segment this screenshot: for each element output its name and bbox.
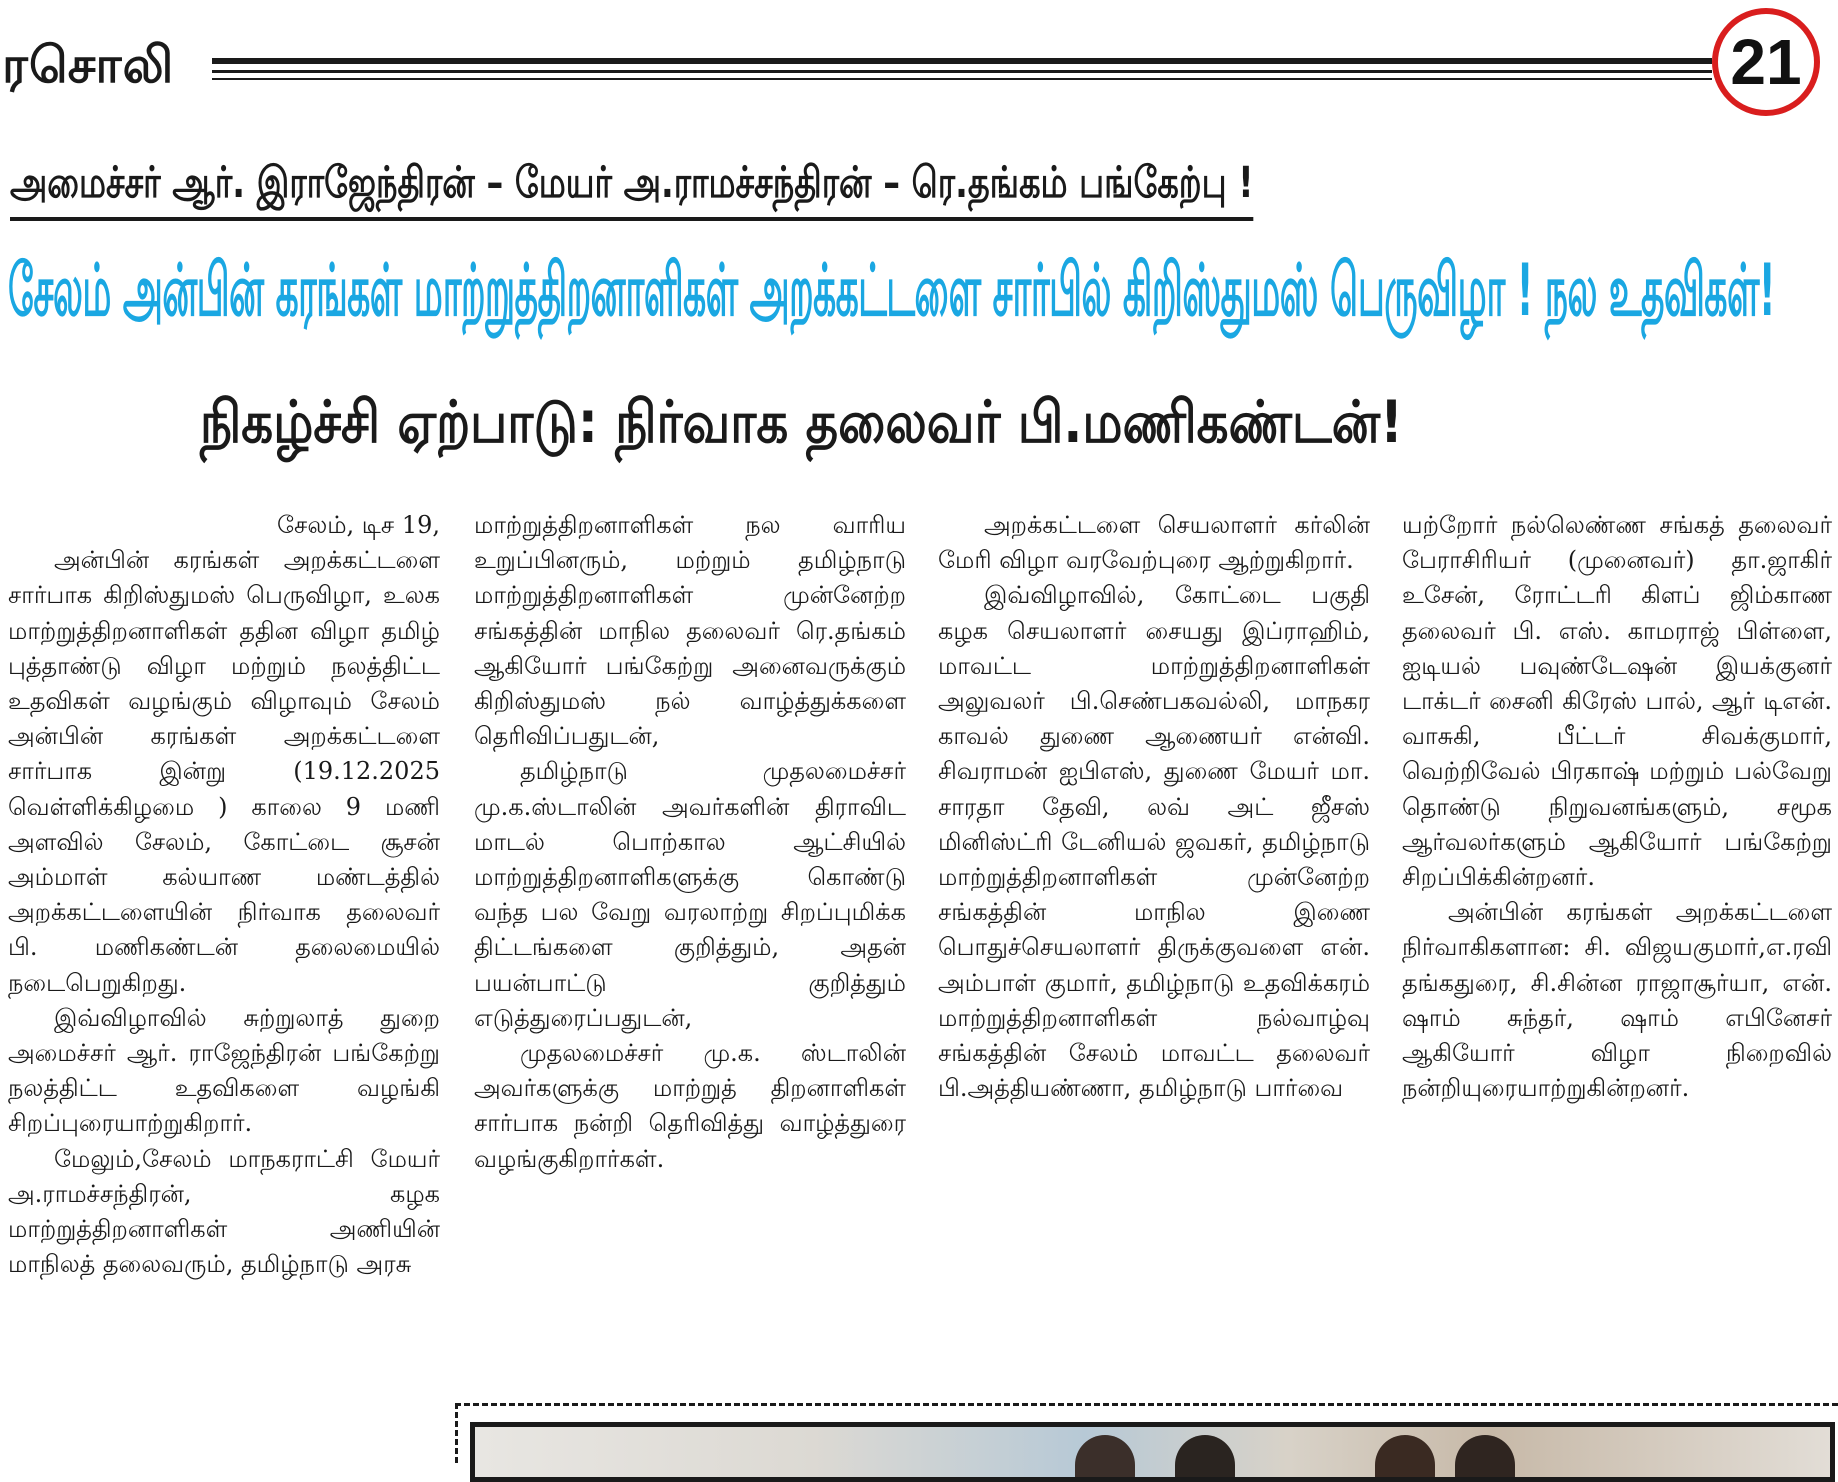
sub-headline: நிகழ்ச்சி ஏற்பாடு: நிர்வாக தலைவர் பி.மணிகண்டன்!	[200, 388, 1403, 456]
article-column-1	[8, 508, 440, 1448]
article-column-2	[474, 508, 906, 1388]
page-number-badge: 21	[1712, 8, 1820, 116]
photo-person	[1175, 1435, 1235, 1482]
paragraph: மேலும்,சேலம் மாநகராட்சி மேயர் அ.ராமச்சந்திரன், கழக மாற்றுத்திறனாளிகள் அணியின் மாநிலத் தலைவரும், தமிழ்நாடு அரசு	[8, 1144, 440, 1279]
paragraph: அன்பின் கரங்கள் அறக்கட்டளை சார்பாக கிறிஸ்துமஸ் பெருவிழா, உலக மாற்றுத்திறனாளிகள் ததின விழா தமிழ் புத்தாண்டு விழா மற்றும் நலத்திட்ட உதவிகள் வழங்கும் விழாவும் சேலம் அன்பின் கரங்கள் அறக்கட்டளை சார்பாக இன்று (19.12.2025 வெள்ளிக்கிழமை ) காலை 9 மணி அளவில் சேலம், கோட்டை சூசன் அம்மாள் கல்யாண மண்டத்தில் அறக்கட்டளையின் நிர்வாக தலைவர் பி. மணிகண்டன் தலைமையில் நடைபெறுகிறது.	[8, 546, 440, 997]
paragraph: அறக்கட்டளை செயலாளர் கர்லின் மேரி விழா வரவேற்புரை ஆற்றுகிறார்.	[938, 511, 1370, 575]
kicker-headline: அமைச்சர் ஆர். இராஜேந்திரன் – மேயர் அ.ராமச்சந்திரன் – ரெ.தங்கம் பங்கேற்பு !	[10, 158, 1254, 221]
photo-person	[1375, 1435, 1435, 1482]
paragraph: முதலமைச்சர் மு.க. ஸ்டாலின் அவர்களுக்கு மாற்றுத் திறனாளிகள் சார்பாக நன்றி தெரிவித்து வாழ்த்துரை வழங்குகிறார்கள்.	[474, 1039, 906, 1173]
masthead	[0, 0, 1838, 120]
article-column-4	[1402, 508, 1832, 1388]
main-headline: சேலம் அன்பின் கரங்கள் மாற்றுத்திறனாளிகள் அறக்கட்டளை சார்பில் கிறிஸ்துமஸ் பெருவிழா ! நல உதவிகள்!	[8, 248, 1775, 332]
masthead-rule	[212, 70, 1712, 73]
article-column-3	[938, 508, 1370, 1388]
paragraph: தமிழ்நாடு முதலமைச்சர் மு.க.ஸ்டாலின் அவர்களின் திராவிட மாடல் பொற்கால ஆட்சியில் மாற்றுத்திறனாளிகளுக்கு கொண்டு வந்த பல வேறு வரலாற்று சிறப்புமிக்க திட்டங்களை குறித்தும், அதன் பயன்பாட்டு குறித்தும் எடுத்துரைப்பதுடன்,	[474, 757, 906, 1032]
event-photo	[470, 1422, 1835, 1482]
paragraph: இவ்விழாவில், கோட்டை பகுதி கழக செயலாளர் சையது இப்ராஹிம், மாவட்ட மாற்றுத்திறனாளிகள் அலுவலர் பி.செண்பகவல்லி, மாநகர காவல் துணை ஆணையர் என்வி. சிவராமன் ஐபிஎஸ், துணை மேயர் மா. சாரதா தேவி, லவ் அட் ஜீசஸ் மினிஸ்ட்ரி டேனியல் ஜவகர், தமிழ்நாடு மாற்றுத்திறனாளிகள் முன்னேற்ற சங்கத்தின் மாநில இணை பொதுச்செயலாளர் திருக்குவளை என். அம்பாள் குமார், தமிழ்நாடு உதவிக்கரம் மாற்றுத்திறனாளிகள் நல்வாழ்வு சங்கத்தின் சேலம் மாவட்ட தலைவர் பி.அத்தியண்ணா, தமிழ்நாடு பார்வை	[938, 581, 1370, 1103]
paragraph: இவ்விழாவில் சுற்றுலாத் துறை அமைச்சர் ஆர். ராஜேந்திரன் பங்கேற்று நலத்திட்ட உதவிகளை வழங்கி சிறப்புரையாற்றுகிறார்.	[8, 1003, 440, 1138]
paragraph: அன்பின் கரங்கள் அறக்கட்டளை நிர்வாகிகளான: சி. விஜயகுமார்,எ.ரவி தங்கதுரை, சி.சின்ன ராஜாசூர்யா, என். ஷாம் சுந்தர், ஷாம் எபினேசர் ஆகியோர் விழா நிறைவில் நன்றியுரையாற்றுகின்றனர்.	[1402, 898, 1832, 1103]
photo-person	[1455, 1435, 1515, 1482]
dateline: சேலம், டிச 19,	[276, 511, 440, 539]
newspaper-name: ரசொலி	[2, 36, 175, 94]
masthead-rule	[212, 58, 1712, 64]
paragraph: யற்றோர் நல்லெண்ண சங்கத் தலைவர் பேராசிரியர் (முனைவர்) தா.ஜாகிர் உசேன், ரோட்டரி கிளப் ஜிம்காண தலைவர் பி. எஸ். காமராஜ் பிள்ளை, ஐடியல் பவுண்டேஷன் இயக்குனர் டாக்டர் சைனி கிரேஸ் பால், ஆர் டிஎன். வாசுகி, பீட்டர் சிவக்குமார், வெற்றிவேல் பிரகாஷ் மற்றும் பல்வேறு தொண்டு நிறுவனங்களும், சமூக ஆர்வலர்களும் ஆகியோர் பங்கேற்று சிறப்பிக்கின்றனர்.	[1402, 511, 1832, 892]
paragraph: மாற்றுத்திறனாளிகள் நல வாரிய உறுப்பினரும், மற்றும் தமிழ்நாடு மாற்றுத்திறனாளிகள் முன்னேற்ற சங்கத்தின் மாநில தலைவர் ரெ.தங்கம் ஆகியோர் பங்கேற்று அனைவருக்கும் கிறிஸ்துமஸ் நல் வாழ்த்துக்களை தெரிவிப்பதுடன்,	[474, 511, 906, 751]
photo-person	[1075, 1435, 1135, 1482]
masthead-rule	[212, 78, 1712, 80]
